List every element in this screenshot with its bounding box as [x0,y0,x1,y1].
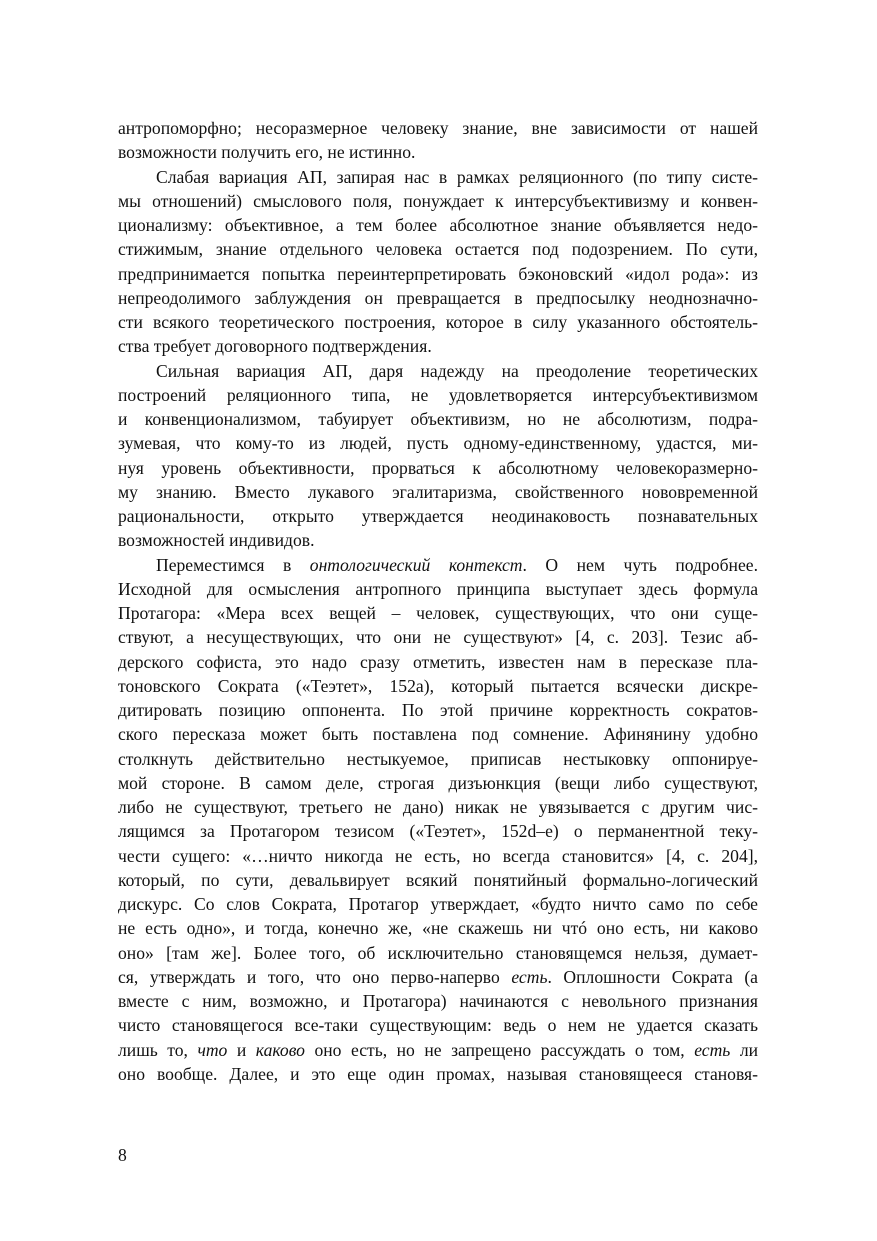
text-line: мой стороне. В самом деле, строгая дизъюнкция (вещи либо существуют, [118,772,758,793]
text-line: рациональности, открыто утверждается неодинаковость познавательных [118,506,758,526]
text-line: возможности получить его, не истинно. [118,142,416,163]
text-line: и конвенционализмом, табуирует объективизм, но не абсолютизм, подра- [118,409,758,429]
page-number: 8 [118,1145,127,1165]
text-line: вместе с ним, возможно, и Протагора) начинаются с невольного признания [118,991,758,1011]
text-line: не есть одно», и тогда, конечно же, «не скажешь ни чтó оно есть, ни каково [118,918,758,939]
text-line: построений реляционного типа, не удовлетворяется интерсубъективизмом [118,384,758,405]
text-line: оно вообще. Далее, и это еще один промах, называя становящееся становя- [118,1063,758,1084]
text-line: нуя уровень объективности, прорваться к абсолютному человекоразмерно- [118,457,758,478]
paragraph-3 [118,359,758,553]
text-line: сти всякого теоретического построения, которое в силу указанного обстоятель- [118,312,758,332]
text-line: ствуют, а несуществующих, что они не существуют» [4, с. 203]. Тезис аб- [118,627,758,648]
text-line: му знанию. Вместо лукавого эгалитаризма, свойственного нововременной [118,481,758,502]
text-line: возможностей индивидов. [118,530,315,551]
text-line: чести сущего: «…ничто никогда не есть, но всегда становится» [4, с. 204], [118,845,758,866]
text-line: который, по сути, девальвирует всякий понятийный формально-логический [118,869,758,890]
text-line: Исходной для осмысления антропного принципа выступает здесь формула [118,578,758,599]
text-line: мы отношений) смыслового поля, понуждает к интерсубъективизму и конвен- [118,190,758,211]
text-line: лишь то, что и каково оно есть, но не запрещено рассуждать о том, есть ли [118,1039,759,1060]
text-line: ся, утверждать и того, что оно перво-наперво есть. Оплошности Сократа (а [118,966,758,987]
text-line: стижимым, знание отдельного человека остается под подозрением. По сути, [118,239,758,260]
text-line: ционализму: объективное, а тем более абсолютное знание объявляется недо- [118,215,758,235]
paragraph-4 [118,553,758,1087]
text-line: предпринимается попытка переинтерпретировать бэконовский «идол рода»: из [118,263,758,284]
text-line: непреодолимого заблуждения он превращается в предпосылку неоднозначно- [118,287,758,308]
text-line: Переместимся в онтологический контекст. О нем чуть подробнее. [156,554,758,575]
text-line: Сильная вариация АП, даря надежду на преодоление теоретических [156,360,758,381]
text-line: дитировать позицию оппонента. По этой причине корректность сократов- [118,700,758,720]
text-line: Слабая вариация АП, запирая нас в рамках реляционного (по типу систе- [156,166,758,187]
text-line: дерского софиста, это надо сразу отметить, известен нам в пересказе пла- [118,651,758,672]
text-line: оно» [там же]. Более того, об исключительно становящемся нельзя, думает- [118,942,758,963]
text-line: лящимся за Протагором тезисом («Теэтет», 152d–e) о перманентной теку- [118,821,758,842]
text-line: Протагора: «Мера всех вещей – человек, существующих, что они суще- [118,603,758,623]
paragraph-2 [118,165,758,359]
text-line: чисто становящегося все-таки существующим: ведь о нем не удается сказать [118,1015,758,1036]
text-line: тоновского Сократа («Теэтет», 152a), который пытается всячески дискре- [118,675,758,696]
text-line: ского пересказа может быть поставлена под сомнение. Афинянину удобно [118,724,758,745]
text-line: либо не существуют, третьего не дано) никак не увязывается с другим чис- [118,797,758,817]
text-line: ства требует договорного подтверждения. [118,336,432,357]
text-line: антропоморфно; несоразмерное человеку знание, вне зависимости от нашей [118,118,758,138]
paragraph-1 [118,116,758,165]
text-line: дискурс. Со слов Сократа, Протагор утверждает, «будто ничто само по себе [118,894,758,914]
text-line: столкнуть действительно нестыкуемое, приписав нестыковку оппонируе- [118,748,758,769]
text-line: зумевая, что кому-то из людей, пусть одному-единственному, удастся, ми- [118,433,758,454]
document-body [118,116,758,1086]
